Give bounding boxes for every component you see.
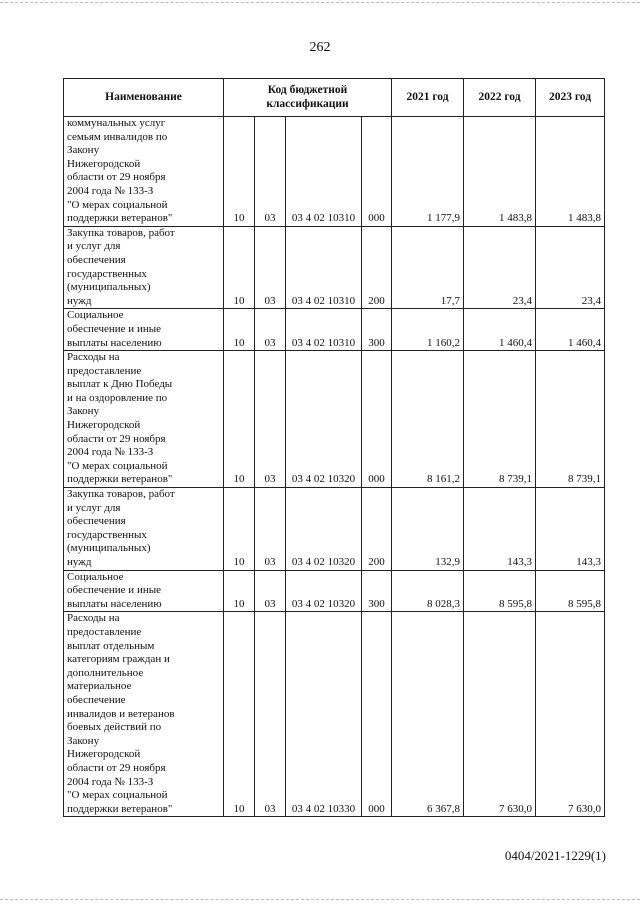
code-section: 10 [224, 351, 255, 488]
code-target-article: 03 4 02 10330 [286, 612, 362, 817]
value-2021: 8 028,3 [392, 570, 464, 612]
code-section: 10 [224, 488, 255, 571]
value-2022: 8 595,8 [464, 570, 536, 612]
value-2022: 7 630,0 [464, 612, 536, 817]
document-code: 0404/2021-1229(1) [504, 848, 606, 863]
row-name: Расходы на предоставление выплат отдельным категориям граждан и дополнительное материальное обеспечение инвалидов и ветеранов боевых действий по Закону Нижегородской области от 29 ноября 2004 года № 133-З "О мерах социальной поддержки ветеранов" [64, 612, 224, 817]
bottom-scan-edge [0, 899, 640, 900]
table-row [64, 351, 605, 488]
table-row [64, 612, 605, 817]
value-2023: 8 595,8 [536, 570, 605, 612]
table-body [64, 117, 605, 817]
code-expense-type: 000 [362, 351, 392, 488]
page-number: 262 [309, 40, 331, 55]
row-name: коммунальных услуг семьям инвалидов по Закону Нижегородской области от 29 ноября 2004 года № 133-З "О мерах социальной поддержки ветеранов" [64, 117, 224, 227]
value-2023: 7 630,0 [536, 612, 605, 817]
value-2021: 6 367,8 [392, 612, 464, 817]
value-2022: 1 483,8 [464, 117, 536, 227]
code-expense-type: 200 [362, 226, 392, 309]
header-row [64, 79, 605, 117]
code-expense-type: 000 [362, 612, 392, 817]
row-name: Закупка товаров, работ и услуг для обеспечения государственных (муниципальных) нужд [64, 226, 224, 309]
value-2021: 1 177,9 [392, 117, 464, 227]
value-2022: 1 460,4 [464, 309, 536, 351]
code-expense-type: 300 [362, 570, 392, 612]
code-subsection: 03 [255, 309, 286, 351]
code-subsection: 03 [255, 117, 286, 227]
code-target-article: 03 4 02 10320 [286, 570, 362, 612]
code-target-article: 03 4 02 10310 [286, 309, 362, 351]
budget-table [63, 78, 605, 817]
value-2023: 1 483,8 [536, 117, 605, 227]
code-section: 10 [224, 117, 255, 227]
code-subsection: 03 [255, 488, 286, 571]
code-section: 10 [224, 226, 255, 309]
value-2021: 1 160,2 [392, 309, 464, 351]
code-expense-type: 300 [362, 309, 392, 351]
header-budget-code: Код бюджетной классификации [224, 79, 392, 117]
row-name: Социальное обеспечение и иные выплаты населению [64, 309, 224, 351]
code-section: 10 [224, 612, 255, 817]
value-2021: 132,9 [392, 488, 464, 571]
code-subsection: 03 [255, 612, 286, 817]
code-target-article: 03 4 02 10310 [286, 117, 362, 227]
value-2022: 8 739,1 [464, 351, 536, 488]
value-2022: 143,3 [464, 488, 536, 571]
value-2021: 8 161,2 [392, 351, 464, 488]
table-row [64, 226, 605, 309]
header-2022: 2022 год [464, 79, 536, 117]
code-subsection: 03 [255, 226, 286, 309]
value-2021: 17,7 [392, 226, 464, 309]
value-2023: 23,4 [536, 226, 605, 309]
table-row [64, 309, 605, 351]
code-expense-type: 200 [362, 488, 392, 571]
code-subsection: 03 [255, 570, 286, 612]
code-target-article: 03 4 02 10320 [286, 488, 362, 571]
header-2021: 2021 год [392, 79, 464, 117]
top-scan-edge [0, 2, 640, 3]
value-2022: 23,4 [464, 226, 536, 309]
row-name: Социальное обеспечение и иные выплаты населению [64, 570, 224, 612]
code-target-article: 03 4 02 10320 [286, 351, 362, 488]
header-name: Наименование [64, 79, 224, 117]
value-2023: 1 460,4 [536, 309, 605, 351]
value-2023: 8 739,1 [536, 351, 605, 488]
code-target-article: 03 4 02 10310 [286, 226, 362, 309]
row-name: Закупка товаров, работ и услуг для обеспечения государственных (муниципальных) нужд [64, 488, 224, 571]
code-section: 10 [224, 309, 255, 351]
code-expense-type: 000 [362, 117, 392, 227]
value-2023: 143,3 [536, 488, 605, 571]
table-row [64, 117, 605, 227]
code-section: 10 [224, 570, 255, 612]
table-row [64, 488, 605, 571]
row-name: Расходы на предоставление выплат к Дню Победы и на оздоровление по Закону Нижегородской области от 29 ноября 2004 года № 133-З "О мерах социальной поддержки ветеранов" [64, 351, 224, 488]
code-subsection: 03 [255, 351, 286, 488]
table-row [64, 570, 605, 612]
header-2023: 2023 год [536, 79, 605, 117]
